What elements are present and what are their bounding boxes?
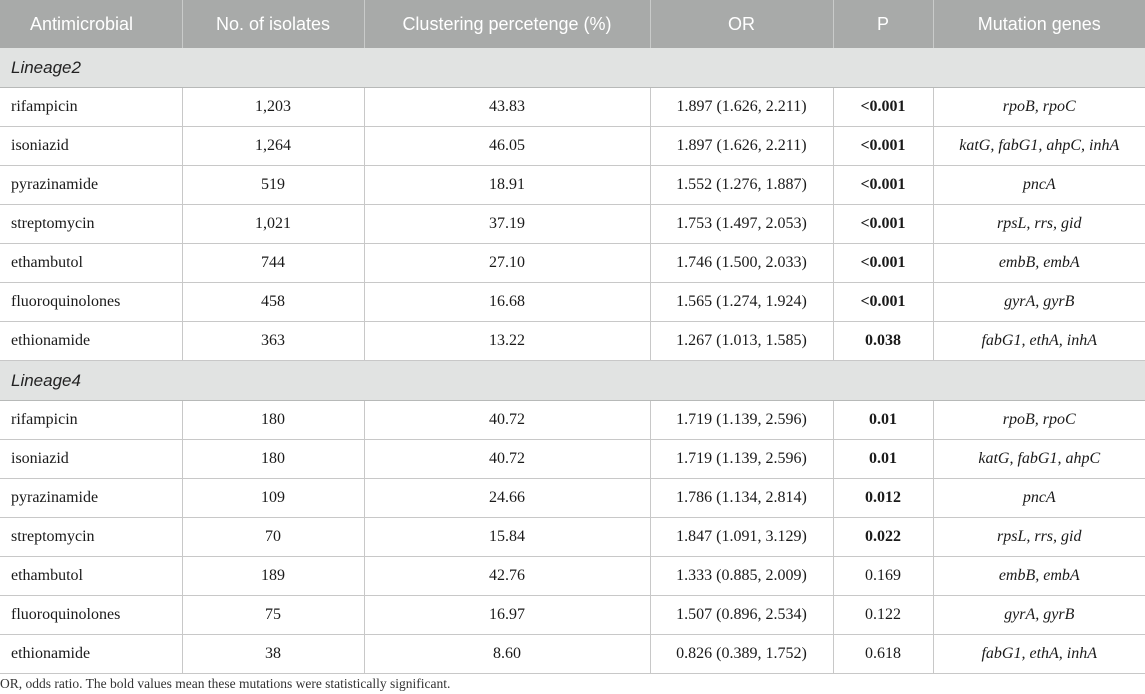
mutation-genes-cell: embB, embA	[933, 244, 1145, 283]
p-value-cell: <0.001	[833, 283, 933, 322]
mutation-genes-cell: katG, fabG1, ahpC	[933, 440, 1145, 479]
mutation-genes-cell: pncA	[933, 479, 1145, 518]
p-value-cell: <0.001	[833, 88, 933, 127]
odds-ratio-cell: 1.753 (1.497, 2.053)	[650, 205, 833, 244]
clustering-cell: 42.76	[364, 557, 650, 596]
antimicrobial-cell: ethionamide	[0, 635, 182, 674]
isolates-cell: 180	[182, 440, 364, 479]
mutation-genes-cell: rpsL, rrs, gid	[933, 518, 1145, 557]
header-p: P	[833, 0, 933, 48]
table-row	[0, 596, 1145, 635]
odds-ratio-cell: 1.786 (1.134, 2.814)	[650, 479, 833, 518]
isolates-cell: 75	[182, 596, 364, 635]
header-clustering: Clustering percetenge (%)	[364, 0, 650, 48]
group-label: Lineage2	[0, 48, 1145, 88]
antimicrobial-cell: ethambutol	[0, 557, 182, 596]
mutation-genes-cell: embB, embA	[933, 557, 1145, 596]
isolates-cell: 1,203	[182, 88, 364, 127]
p-value-cell: <0.001	[833, 127, 933, 166]
isolates-cell: 70	[182, 518, 364, 557]
table-row	[0, 322, 1145, 361]
clustering-cell: 8.60	[364, 635, 650, 674]
clustering-cell: 40.72	[364, 401, 650, 440]
group-row-lineage4	[0, 361, 1145, 401]
antimicrobial-cell: streptomycin	[0, 205, 182, 244]
table-row	[0, 127, 1145, 166]
table-header	[0, 0, 1145, 48]
odds-ratio-cell: 1.897 (1.626, 2.211)	[650, 88, 833, 127]
p-value-cell: <0.001	[833, 244, 933, 283]
odds-ratio-cell: 1.267 (1.013, 1.585)	[650, 322, 833, 361]
p-value-cell: 0.012	[833, 479, 933, 518]
p-value-cell: <0.001	[833, 166, 933, 205]
group-row-lineage2	[0, 48, 1145, 88]
antimicrobial-cell: fluoroquinolones	[0, 596, 182, 635]
clustering-cell: 13.22	[364, 322, 650, 361]
mutation-genes-cell: fabG1, ethA, inhA	[933, 322, 1145, 361]
odds-ratio-cell: 1.507 (0.896, 2.534)	[650, 596, 833, 635]
table-row	[0, 635, 1145, 674]
table-row	[0, 166, 1145, 205]
odds-ratio-cell: 1.897 (1.626, 2.211)	[650, 127, 833, 166]
table-row	[0, 401, 1145, 440]
clustering-cell: 16.97	[364, 596, 650, 635]
table-row	[0, 205, 1145, 244]
header-mutation-genes: Mutation genes	[933, 0, 1145, 48]
table-row	[0, 557, 1145, 596]
odds-ratio-cell: 1.565 (1.274, 1.924)	[650, 283, 833, 322]
table-row	[0, 283, 1145, 322]
p-value-cell: 0.022	[833, 518, 933, 557]
group-label: Lineage4	[0, 361, 1145, 401]
mutation-genes-cell: rpoB, rpoC	[933, 401, 1145, 440]
clustering-cell: 40.72	[364, 440, 650, 479]
antimicrobial-cell: rifampicin	[0, 88, 182, 127]
clustering-cell: 16.68	[364, 283, 650, 322]
odds-ratio-cell: 1.847 (1.091, 3.129)	[650, 518, 833, 557]
odds-ratio-cell: 1.719 (1.139, 2.596)	[650, 401, 833, 440]
clustering-cell: 18.91	[364, 166, 650, 205]
odds-ratio-cell: 1.746 (1.500, 2.033)	[650, 244, 833, 283]
clustering-cell: 37.19	[364, 205, 650, 244]
isolates-cell: 109	[182, 479, 364, 518]
odds-ratio-cell: 1.333 (0.885, 2.009)	[650, 557, 833, 596]
antimicrobial-cell: pyrazinamide	[0, 479, 182, 518]
mutation-genes-cell: katG, fabG1, ahpC, inhA	[933, 127, 1145, 166]
antimicrobial-cell: fluoroquinolones	[0, 283, 182, 322]
antimicrobial-cell: isoniazid	[0, 127, 182, 166]
table-row	[0, 244, 1145, 283]
isolates-cell: 458	[182, 283, 364, 322]
p-value-cell: 0.038	[833, 322, 933, 361]
antimicrobial-cell: rifampicin	[0, 401, 182, 440]
clustering-cell: 24.66	[364, 479, 650, 518]
table-footnote: OR, odds ratio. The bold values mean these mutations were statistically significant.	[0, 676, 451, 691]
odds-ratio-cell: 1.552 (1.276, 1.887)	[650, 166, 833, 205]
p-value-cell: 0.122	[833, 596, 933, 635]
p-value-cell: <0.001	[833, 205, 933, 244]
odds-ratio-cell: 1.719 (1.139, 2.596)	[650, 440, 833, 479]
header-antimicrobial: Antimicrobial	[0, 0, 182, 48]
antimicrobial-cell: isoniazid	[0, 440, 182, 479]
isolates-cell: 363	[182, 322, 364, 361]
mutation-genes-cell: rpsL, rrs, gid	[933, 205, 1145, 244]
p-value-cell: 0.01	[833, 440, 933, 479]
isolates-cell: 189	[182, 557, 364, 596]
antimicrobial-cell: ethionamide	[0, 322, 182, 361]
mutation-genes-cell: gyrA, gyrB	[933, 283, 1145, 322]
header-isolates: No. of isolates	[182, 0, 364, 48]
antimicrobial-cell: streptomycin	[0, 518, 182, 557]
isolates-cell: 180	[182, 401, 364, 440]
isolates-cell: 1,021	[182, 205, 364, 244]
odds-ratio-cell: 0.826 (0.389, 1.752)	[650, 635, 833, 674]
header-or: OR	[650, 0, 833, 48]
isolates-cell: 38	[182, 635, 364, 674]
p-value-cell: 0.01	[833, 401, 933, 440]
table-row	[0, 518, 1145, 557]
mutation-genes-cell: fabG1, ethA, inhA	[933, 635, 1145, 674]
p-value-cell: 0.618	[833, 635, 933, 674]
table-row	[0, 440, 1145, 479]
table-body	[0, 48, 1145, 674]
clustering-cell: 27.10	[364, 244, 650, 283]
clustering-cell: 15.84	[364, 518, 650, 557]
isolates-cell: 744	[182, 244, 364, 283]
isolates-cell: 519	[182, 166, 364, 205]
mutation-genes-cell: rpoB, rpoC	[933, 88, 1145, 127]
antimicrobial-cell: ethambutol	[0, 244, 182, 283]
clustering-cell: 46.05	[364, 127, 650, 166]
isolates-cell: 1,264	[182, 127, 364, 166]
table-row	[0, 88, 1145, 127]
mutation-genes-cell: gyrA, gyrB	[933, 596, 1145, 635]
clustering-cell: 43.83	[364, 88, 650, 127]
header-row	[0, 0, 1145, 48]
mutation-genes-cell: pncA	[933, 166, 1145, 205]
table-row	[0, 479, 1145, 518]
antimicrobial-cell: pyrazinamide	[0, 166, 182, 205]
p-value-cell: 0.169	[833, 557, 933, 596]
